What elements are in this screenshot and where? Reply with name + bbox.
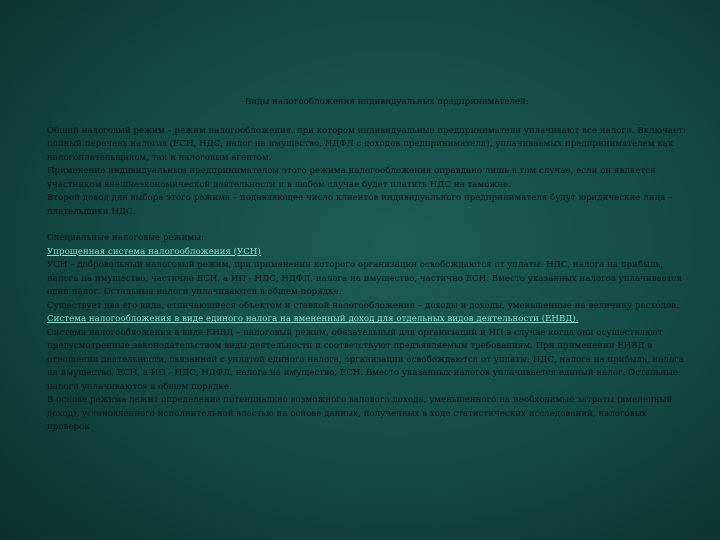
usn-link[interactable]: Упрощенная система налогообложения (УСН) <box>47 246 261 257</box>
general-regime-second-reason: Второй довод для выбора этого режима – подавляющее число клиентов индивидуального предпринимателя будут юридические лица – плательщики НДС. <box>47 193 673 217</box>
envd-description: Система налогообложения в виде ЕНВД – налоговый режим, обязательный для организаций и ИП в случае когда они осуществляют предусмотренные законодательством виды деятельности и соответствуют предъявляемым требованиям. При применении ЕНВД в отношении деятельности, связанной с уплатой единого налога, организации освобождаются от уплаты: НДС, налога на прибыль, налога на имущество, ЕСН, а ИП - НДС, НДФЛ, налога на имущество, ЕСН. Вместо указанных налогов уплачивается единый налог. Остальные налоги уплачиваются в общем порядке. <box>47 327 684 392</box>
slide-title: Виды налогообложения индивидуальных предпринимателей: <box>245 97 529 107</box>
envd-link[interactable]: Система налогообложения в виде единого налога на вмененный доход для отдельных видов деятельности (ЕНВД). <box>47 314 579 324</box>
envd-basis: В основе режима лежит определение потенциально возможного валового дохода, уменьшенного на необходимые затраты (вмененный доход), установленного исполнительной властью на основе данных, полученных в ходе статистических исследований, налоговых проверок <box>47 395 673 432</box>
special-regimes-heading: Специальные налоговые режимы: <box>47 233 205 243</box>
usn-types: Существует два его вида, отличающиеся объектом и ставкой налогообложения – доходы и доходы, уменьшенные на величину расходов. <box>47 300 679 311</box>
slide-content <box>47 96 692 435</box>
spacer <box>47 219 692 232</box>
general-regime-justification: Применение индивидуальным предпринимателем этого режима налогообложения оправдано лишь в том случае, если он является участником внешнеэкономической деятельности и в любом случае будет платить НДС на таможне. <box>47 166 656 190</box>
usn-description: УСН – добровольный налоговый режим, при применении которого организации освобождаются от уплаты: НДС, налога на прибыль, налога на имущество, частично ЕСН, а ИП - НДС, НДФЛ, налога на имущество, частично ЕСН. Вместо указанных налогов уплачивается один налог. Остальные налоги уплачиваются в общем порядке. <box>47 260 683 297</box>
general-regime-paragraph: Общий налоговый режим – режим налогообложения, при котором индивидуальные предприниматели уплачивают все налоги. Включает: полный перечень налогов (ЕСН, НДС, налог на имущество, НДФЛ с доходов предпринимателя), уплачиваемых предпринимателем как налогоплательщиком, так и налоговым агентом. <box>47 125 686 163</box>
